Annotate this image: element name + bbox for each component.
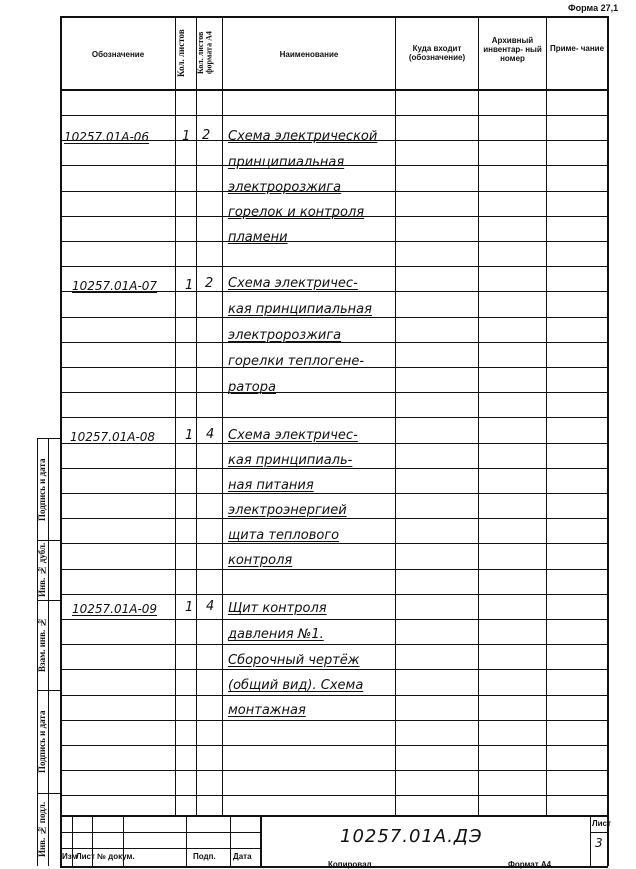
entry-name-line: ная питания [228,478,314,493]
footer-copied: Копировал [328,860,372,869]
table-row-line [60,543,608,544]
entry-name-line: Схема электрической [228,129,378,144]
entry-designation: 10257.01А-08 [70,430,156,444]
entry-a4: 2 [202,128,211,143]
table-row-line [60,644,608,645]
header-a4-count: Кол. листов формата А4 [196,31,214,75]
form-label: Форма 27,1 [568,3,619,13]
table-row-line [60,770,608,771]
table-row-line [60,518,608,519]
entry-a4: 4 [206,599,215,614]
entry-name-line: горелок и контроля [228,205,365,220]
stamp-col-izm: Изм [62,852,78,861]
stamp-sheet-number: 3 [595,836,603,850]
margin-signature-date-bottom: Подпись и дата [37,710,47,773]
entry-name-line: принципиальная [228,155,345,170]
entry-name-line: электророзжига [228,328,342,343]
table-row-line [60,115,608,116]
header-note: Приме- чание [549,44,605,53]
stamp-col-doc: № докум. [97,852,135,861]
entry-name-line: электророзжига [228,180,342,195]
table-row-line [60,695,608,696]
stamp-sheet-label: Лист [592,819,611,828]
entry-name-line: кая принципиальная [228,302,372,317]
margin-replace-inv: Взам. инв. № [37,617,47,673]
entry-a4: 4 [206,427,215,442]
entry-a4: 2 [205,276,214,291]
table-row-line [60,720,608,721]
entry-name-line: Щит контроля [228,601,327,616]
entry-name-line: пламени [228,230,288,245]
header-designation: Обозначение [91,50,145,59]
header-name: Наименование [279,50,339,59]
header-sheet-count: Кол. листов [176,29,186,77]
entry-sheets: 1 [185,600,194,615]
stamp-col-sign: Подп. [193,852,216,861]
margin-signature-date-top: Подпись и дата [37,458,47,521]
table-row-line [60,392,608,393]
entry-sheets: 1 [182,129,191,144]
header-archive-number: Архивный инвентар- ный номер [483,36,542,64]
header-where-used: Куда входит (обозначение) [408,44,466,63]
table-row-line [60,266,608,267]
footer-format: Формат А4 [508,860,552,869]
entry-name-line: (общий вид). Схема [228,678,364,693]
stamp-document-code: 10257.01А.ДЭ [340,826,483,847]
table-row-line [60,669,608,670]
entry-designation: 10257.01А-07 [72,279,158,293]
entry-name-line: электроэнергией [228,503,347,518]
entry-designation: 10257.01А-09 [72,602,158,616]
margin-dupl-inv: Инв. № дубл. [37,542,47,598]
entry-name-line: контроля [228,553,293,568]
margin-orig-inv: Инв. № подл. [37,801,47,858]
entry-name-line: горелки теплогене- [228,354,365,369]
table-row-line [60,417,608,418]
stamp-col-list: Лист [76,852,95,861]
stamp-col-date: Дата [233,852,252,861]
table-row-line [60,241,608,242]
entry-name-line: ратора [228,380,276,395]
entry-name-line: Схема электричес- [228,276,358,291]
entry-sheets: 1 [185,428,194,443]
entry-name-line: Схема электричес- [228,428,358,443]
entry-name-line: монтажная [228,703,306,718]
entry-designation: 10257.01А-06 [64,130,150,144]
entry-name-line: Сборочный чертёж [228,653,360,668]
table-row-line [60,493,608,494]
entry-name-line: давления №1. [228,627,324,642]
table-row-line [60,795,608,796]
table-row-line [60,594,608,595]
table-row-line [60,619,608,620]
table-row-line [60,745,608,746]
table-row-line [60,569,608,570]
entry-sheets: 1 [185,278,194,293]
entry-name-line: кая принципиаль- [228,453,353,468]
entry-name-line: щита теплового [228,528,340,543]
